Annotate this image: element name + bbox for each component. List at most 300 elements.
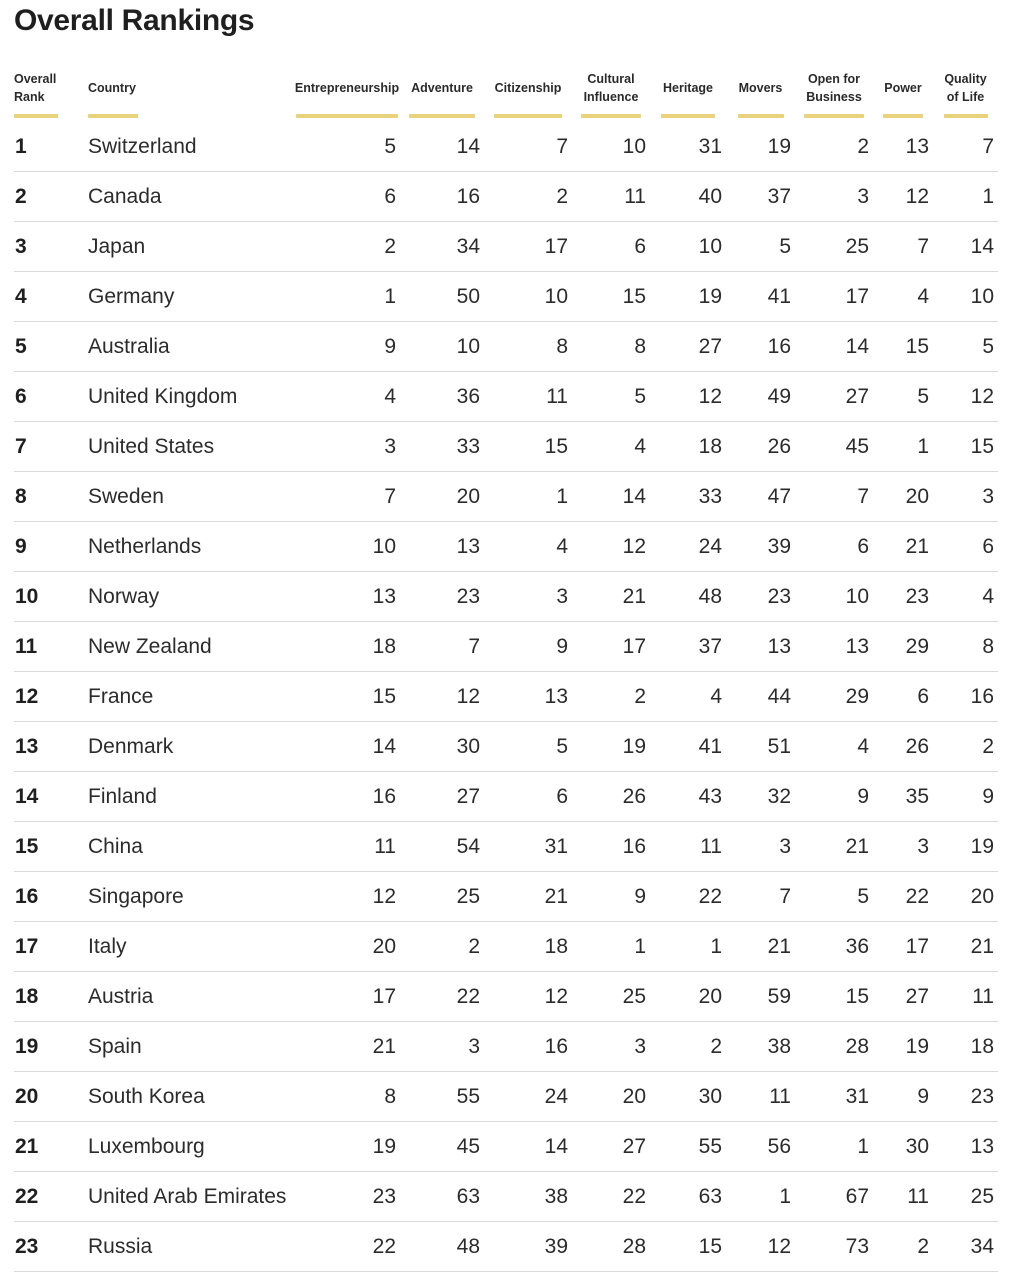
power-cell: 6 bbox=[873, 672, 933, 722]
quality-of-life-cell: 4 bbox=[933, 572, 998, 622]
heritage-cell: 24 bbox=[650, 522, 726, 572]
column-header-label: Open for Business bbox=[806, 72, 862, 104]
rank-cell: 2 bbox=[14, 172, 88, 222]
movers-cell: 21 bbox=[726, 922, 795, 972]
open-for-business-cell: 4 bbox=[795, 722, 873, 772]
cultural-influence-cell: 15 bbox=[572, 272, 650, 322]
cultural-influence-cell: 11 bbox=[572, 172, 650, 222]
entrepreneurship-cell: 14 bbox=[294, 722, 400, 772]
open-for-business-cell: 45 bbox=[795, 422, 873, 472]
adventure-cell: 48 bbox=[400, 1222, 484, 1272]
country-cell: Italy bbox=[88, 922, 294, 972]
citizenship-cell: 9 bbox=[484, 622, 572, 672]
open-for-business-cell: 14 bbox=[795, 322, 873, 372]
citizenship-cell: 14 bbox=[484, 1122, 572, 1172]
table-row bbox=[14, 1072, 998, 1122]
cultural-influence-cell: 9 bbox=[572, 872, 650, 922]
adventure-cell: 27 bbox=[400, 772, 484, 822]
heritage-cell: 11 bbox=[650, 822, 726, 872]
power-cell: 23 bbox=[873, 572, 933, 622]
citizenship-cell: 11 bbox=[484, 372, 572, 422]
adventure-cell: 34 bbox=[400, 222, 484, 272]
cultural-influence-cell: 8 bbox=[572, 322, 650, 372]
table-row bbox=[14, 672, 998, 722]
power-cell: 1 bbox=[873, 422, 933, 472]
entrepreneurship-cell: 7 bbox=[294, 472, 400, 522]
citizenship-cell: 18 bbox=[484, 922, 572, 972]
adventure-cell: 22 bbox=[400, 972, 484, 1022]
table-row bbox=[14, 172, 998, 222]
quality-of-life-cell: 1 bbox=[933, 172, 998, 222]
heritage-cell: 27 bbox=[650, 322, 726, 372]
rank-cell: 22 bbox=[14, 1172, 88, 1222]
heritage-cell: 20 bbox=[650, 972, 726, 1022]
rank-cell: 5 bbox=[14, 322, 88, 372]
cultural-influence-cell: 19 bbox=[572, 722, 650, 772]
country-cell: Denmark bbox=[88, 722, 294, 772]
rank-cell: 6 bbox=[14, 372, 88, 422]
cultural-influence-cell: 4 bbox=[572, 422, 650, 472]
country-cell: Finland bbox=[88, 772, 294, 822]
country-cell: Japan bbox=[88, 222, 294, 272]
adventure-cell: 63 bbox=[400, 1172, 484, 1222]
country-cell: Russia bbox=[88, 1222, 294, 1272]
movers-cell: 56 bbox=[726, 1122, 795, 1172]
power-cell: 27 bbox=[873, 972, 933, 1022]
rank-cell: 17 bbox=[14, 922, 88, 972]
table-row bbox=[14, 722, 998, 772]
quality-of-life-cell: 34 bbox=[933, 1222, 998, 1272]
open-for-business-cell: 27 bbox=[795, 372, 873, 422]
power-cell: 20 bbox=[873, 472, 933, 522]
column-header-label: Quality of Life bbox=[944, 72, 987, 104]
cultural-influence-cell: 2 bbox=[572, 672, 650, 722]
quality-of-life-cell: 18 bbox=[933, 1022, 998, 1072]
column-header-underline bbox=[738, 114, 784, 118]
heritage-cell: 33 bbox=[650, 472, 726, 522]
country-cell: Canada bbox=[88, 172, 294, 222]
movers-cell: 47 bbox=[726, 472, 795, 522]
entrepreneurship-cell: 4 bbox=[294, 372, 400, 422]
heritage-cell: 12 bbox=[650, 372, 726, 422]
movers-cell: 23 bbox=[726, 572, 795, 622]
country-cell: China bbox=[88, 822, 294, 872]
citizenship-cell: 3 bbox=[484, 572, 572, 622]
rank-cell: 23 bbox=[14, 1222, 88, 1272]
country-cell: Spain bbox=[88, 1022, 294, 1072]
power-cell: 12 bbox=[873, 172, 933, 222]
heritage-cell: 43 bbox=[650, 772, 726, 822]
country-cell: Austria bbox=[88, 972, 294, 1022]
cultural-influence-cell: 25 bbox=[572, 972, 650, 1022]
column-header-label: Power bbox=[884, 81, 922, 95]
power-cell: 2 bbox=[873, 1222, 933, 1272]
quality-of-life-cell: 2 bbox=[933, 722, 998, 772]
adventure-cell: 36 bbox=[400, 372, 484, 422]
movers-cell: 1 bbox=[726, 1172, 795, 1222]
entrepreneurship-cell: 21 bbox=[294, 1022, 400, 1072]
cultural-influence-cell: 16 bbox=[572, 822, 650, 872]
entrepreneurship-cell: 1 bbox=[294, 272, 400, 322]
adventure-cell: 23 bbox=[400, 572, 484, 622]
power-cell: 13 bbox=[873, 122, 933, 172]
movers-cell: 5 bbox=[726, 222, 795, 272]
column-header-label: Overall Rank bbox=[14, 72, 57, 104]
table-row bbox=[14, 322, 998, 372]
entrepreneurship-cell: 9 bbox=[294, 322, 400, 372]
open-for-business-cell: 9 bbox=[795, 772, 873, 822]
cultural-influence-cell: 10 bbox=[572, 122, 650, 172]
cultural-influence-cell: 21 bbox=[572, 572, 650, 622]
header-row bbox=[14, 58, 998, 122]
column-header-underline bbox=[494, 114, 562, 118]
citizenship-cell: 1 bbox=[484, 472, 572, 522]
column-header-citizenship bbox=[484, 58, 572, 122]
quality-of-life-cell: 7 bbox=[933, 122, 998, 172]
open-for-business-cell: 10 bbox=[795, 572, 873, 622]
column-header-label: Entrepreneurship bbox=[294, 81, 400, 95]
quality-of-life-cell: 13 bbox=[933, 1122, 998, 1172]
adventure-cell: 16 bbox=[400, 172, 484, 222]
open-for-business-cell: 13 bbox=[795, 622, 873, 672]
quality-of-life-cell: 14 bbox=[933, 222, 998, 272]
column-header-cultural-influence bbox=[572, 58, 650, 122]
table-row bbox=[14, 972, 998, 1022]
cultural-influence-cell: 20 bbox=[572, 1072, 650, 1122]
citizenship-cell: 15 bbox=[484, 422, 572, 472]
quality-of-life-cell: 23 bbox=[933, 1072, 998, 1122]
table-row bbox=[14, 922, 998, 972]
cultural-influence-cell: 22 bbox=[572, 1172, 650, 1222]
movers-cell: 38 bbox=[726, 1022, 795, 1072]
power-cell: 35 bbox=[873, 772, 933, 822]
column-header-underline bbox=[661, 114, 715, 118]
quality-of-life-cell: 8 bbox=[933, 622, 998, 672]
table-row bbox=[14, 372, 998, 422]
entrepreneurship-cell: 23 bbox=[294, 1172, 400, 1222]
column-header-movers bbox=[726, 58, 795, 122]
heritage-cell: 37 bbox=[650, 622, 726, 672]
table-row bbox=[14, 272, 998, 322]
citizenship-cell: 24 bbox=[484, 1072, 572, 1122]
power-cell: 11 bbox=[873, 1172, 933, 1222]
table-row bbox=[14, 522, 998, 572]
country-cell: France bbox=[88, 672, 294, 722]
heritage-cell: 40 bbox=[650, 172, 726, 222]
open-for-business-cell: 67 bbox=[795, 1172, 873, 1222]
movers-cell: 11 bbox=[726, 1072, 795, 1122]
citizenship-cell: 7 bbox=[484, 122, 572, 172]
rank-cell: 15 bbox=[14, 822, 88, 872]
rank-cell: 20 bbox=[14, 1072, 88, 1122]
country-cell: United Kingdom bbox=[88, 372, 294, 422]
column-header-entrepreneurship bbox=[294, 58, 400, 122]
column-header-quality-of-life bbox=[933, 58, 998, 122]
column-header-underline bbox=[883, 114, 923, 118]
page-title: Overall Rankings bbox=[14, 4, 255, 37]
heritage-cell: 4 bbox=[650, 672, 726, 722]
column-header-label: Citizenship bbox=[494, 81, 562, 95]
heritage-cell: 1 bbox=[650, 922, 726, 972]
movers-cell: 12 bbox=[726, 1222, 795, 1272]
column-header-label: Heritage bbox=[662, 81, 714, 95]
rank-cell: 7 bbox=[14, 422, 88, 472]
table-row bbox=[14, 822, 998, 872]
power-cell: 17 bbox=[873, 922, 933, 972]
citizenship-cell: 5 bbox=[484, 722, 572, 772]
movers-cell: 32 bbox=[726, 772, 795, 822]
movers-cell: 7 bbox=[726, 872, 795, 922]
power-cell: 29 bbox=[873, 622, 933, 672]
heritage-cell: 55 bbox=[650, 1122, 726, 1172]
quality-of-life-cell: 19 bbox=[933, 822, 998, 872]
open-for-business-cell: 6 bbox=[795, 522, 873, 572]
power-cell: 26 bbox=[873, 722, 933, 772]
movers-cell: 51 bbox=[726, 722, 795, 772]
country-cell: Australia bbox=[88, 322, 294, 372]
movers-cell: 49 bbox=[726, 372, 795, 422]
quality-of-life-cell: 20 bbox=[933, 872, 998, 922]
citizenship-cell: 21 bbox=[484, 872, 572, 922]
entrepreneurship-cell: 3 bbox=[294, 422, 400, 472]
open-for-business-cell: 31 bbox=[795, 1072, 873, 1122]
quality-of-life-cell: 11 bbox=[933, 972, 998, 1022]
country-cell: Luxembourg bbox=[88, 1122, 294, 1172]
open-for-business-cell: 25 bbox=[795, 222, 873, 272]
quality-of-life-cell: 21 bbox=[933, 922, 998, 972]
quality-of-life-cell: 15 bbox=[933, 422, 998, 472]
column-header-underline bbox=[88, 114, 138, 118]
power-cell: 5 bbox=[873, 372, 933, 422]
cultural-influence-cell: 3 bbox=[572, 1022, 650, 1072]
open-for-business-cell: 29 bbox=[795, 672, 873, 722]
citizenship-cell: 4 bbox=[484, 522, 572, 572]
open-for-business-cell: 1 bbox=[795, 1122, 873, 1172]
adventure-cell: 50 bbox=[400, 272, 484, 322]
entrepreneurship-cell: 20 bbox=[294, 922, 400, 972]
country-cell: United Arab Emirates bbox=[88, 1172, 294, 1222]
adventure-cell: 25 bbox=[400, 872, 484, 922]
rank-cell: 3 bbox=[14, 222, 88, 272]
heritage-cell: 10 bbox=[650, 222, 726, 272]
country-cell: South Korea bbox=[88, 1072, 294, 1122]
movers-cell: 19 bbox=[726, 122, 795, 172]
adventure-cell: 10 bbox=[400, 322, 484, 372]
rank-cell: 9 bbox=[14, 522, 88, 572]
entrepreneurship-cell: 17 bbox=[294, 972, 400, 1022]
power-cell: 15 bbox=[873, 322, 933, 372]
entrepreneurship-cell: 11 bbox=[294, 822, 400, 872]
quality-of-life-cell: 6 bbox=[933, 522, 998, 572]
table-row bbox=[14, 122, 998, 172]
column-header-underline bbox=[944, 114, 988, 118]
heritage-cell: 31 bbox=[650, 122, 726, 172]
rankings-table bbox=[14, 58, 998, 1272]
power-cell: 22 bbox=[873, 872, 933, 922]
power-cell: 9 bbox=[873, 1072, 933, 1122]
quality-of-life-cell: 10 bbox=[933, 272, 998, 322]
country-cell: Germany bbox=[88, 272, 294, 322]
table-body bbox=[14, 122, 998, 1272]
citizenship-cell: 12 bbox=[484, 972, 572, 1022]
adventure-cell: 14 bbox=[400, 122, 484, 172]
power-cell: 21 bbox=[873, 522, 933, 572]
citizenship-cell: 39 bbox=[484, 1222, 572, 1272]
column-header-underline bbox=[14, 114, 58, 118]
cultural-influence-cell: 14 bbox=[572, 472, 650, 522]
power-cell: 3 bbox=[873, 822, 933, 872]
adventure-cell: 20 bbox=[400, 472, 484, 522]
column-header-underline bbox=[804, 114, 864, 118]
rank-cell: 13 bbox=[14, 722, 88, 772]
movers-cell: 3 bbox=[726, 822, 795, 872]
quality-of-life-cell: 5 bbox=[933, 322, 998, 372]
adventure-cell: 54 bbox=[400, 822, 484, 872]
citizenship-cell: 31 bbox=[484, 822, 572, 872]
rank-cell: 12 bbox=[14, 672, 88, 722]
heritage-cell: 2 bbox=[650, 1022, 726, 1072]
citizenship-cell: 2 bbox=[484, 172, 572, 222]
entrepreneurship-cell: 6 bbox=[294, 172, 400, 222]
citizenship-cell: 38 bbox=[484, 1172, 572, 1222]
entrepreneurship-cell: 10 bbox=[294, 522, 400, 572]
table-row bbox=[14, 572, 998, 622]
entrepreneurship-cell: 15 bbox=[294, 672, 400, 722]
movers-cell: 44 bbox=[726, 672, 795, 722]
power-cell: 7 bbox=[873, 222, 933, 272]
open-for-business-cell: 15 bbox=[795, 972, 873, 1022]
table-row bbox=[14, 772, 998, 822]
table-row bbox=[14, 422, 998, 472]
rank-cell: 11 bbox=[14, 622, 88, 672]
citizenship-cell: 17 bbox=[484, 222, 572, 272]
adventure-cell: 2 bbox=[400, 922, 484, 972]
citizenship-cell: 13 bbox=[484, 672, 572, 722]
quality-of-life-cell: 3 bbox=[933, 472, 998, 522]
rank-cell: 10 bbox=[14, 572, 88, 622]
quality-of-life-cell: 16 bbox=[933, 672, 998, 722]
open-for-business-cell: 5 bbox=[795, 872, 873, 922]
citizenship-cell: 10 bbox=[484, 272, 572, 322]
cultural-influence-cell: 5 bbox=[572, 372, 650, 422]
heritage-cell: 48 bbox=[650, 572, 726, 622]
cultural-influence-cell: 27 bbox=[572, 1122, 650, 1172]
rank-cell: 18 bbox=[14, 972, 88, 1022]
rank-cell: 19 bbox=[14, 1022, 88, 1072]
cultural-influence-cell: 26 bbox=[572, 772, 650, 822]
column-header-country bbox=[88, 58, 294, 122]
adventure-cell: 3 bbox=[400, 1022, 484, 1072]
heritage-cell: 30 bbox=[650, 1072, 726, 1122]
quality-of-life-cell: 9 bbox=[933, 772, 998, 822]
movers-cell: 37 bbox=[726, 172, 795, 222]
open-for-business-cell: 2 bbox=[795, 122, 873, 172]
cultural-influence-cell: 1 bbox=[572, 922, 650, 972]
country-cell: New Zealand bbox=[88, 622, 294, 672]
table-row bbox=[14, 1122, 998, 1172]
rank-cell: 8 bbox=[14, 472, 88, 522]
table-row bbox=[14, 872, 998, 922]
movers-cell: 41 bbox=[726, 272, 795, 322]
movers-cell: 13 bbox=[726, 622, 795, 672]
column-header-power bbox=[873, 58, 933, 122]
citizenship-cell: 8 bbox=[484, 322, 572, 372]
movers-cell: 16 bbox=[726, 322, 795, 372]
cultural-influence-cell: 17 bbox=[572, 622, 650, 672]
column-header-underline bbox=[581, 114, 641, 118]
open-for-business-cell: 28 bbox=[795, 1022, 873, 1072]
adventure-cell: 12 bbox=[400, 672, 484, 722]
heritage-cell: 22 bbox=[650, 872, 726, 922]
rank-cell: 4 bbox=[14, 272, 88, 322]
entrepreneurship-cell: 22 bbox=[294, 1222, 400, 1272]
country-cell: Switzerland bbox=[88, 122, 294, 172]
heritage-cell: 15 bbox=[650, 1222, 726, 1272]
country-cell: Norway bbox=[88, 572, 294, 622]
adventure-cell: 30 bbox=[400, 722, 484, 772]
movers-cell: 39 bbox=[726, 522, 795, 572]
rank-cell: 1 bbox=[14, 122, 88, 172]
entrepreneurship-cell: 18 bbox=[294, 622, 400, 672]
open-for-business-cell: 7 bbox=[795, 472, 873, 522]
column-header-underline bbox=[296, 114, 398, 118]
movers-cell: 59 bbox=[726, 972, 795, 1022]
cultural-influence-cell: 12 bbox=[572, 522, 650, 572]
table-row bbox=[14, 622, 998, 672]
entrepreneurship-cell: 2 bbox=[294, 222, 400, 272]
entrepreneurship-cell: 8 bbox=[294, 1072, 400, 1122]
open-for-business-cell: 36 bbox=[795, 922, 873, 972]
column-header-underline bbox=[409, 114, 475, 118]
column-header-heritage bbox=[650, 58, 726, 122]
entrepreneurship-cell: 13 bbox=[294, 572, 400, 622]
heritage-cell: 18 bbox=[650, 422, 726, 472]
power-cell: 19 bbox=[873, 1022, 933, 1072]
entrepreneurship-cell: 16 bbox=[294, 772, 400, 822]
column-header-adventure bbox=[400, 58, 484, 122]
entrepreneurship-cell: 12 bbox=[294, 872, 400, 922]
country-cell: Sweden bbox=[88, 472, 294, 522]
country-cell: Netherlands bbox=[88, 522, 294, 572]
rank-cell: 14 bbox=[14, 772, 88, 822]
cultural-influence-cell: 6 bbox=[572, 222, 650, 272]
open-for-business-cell: 3 bbox=[795, 172, 873, 222]
table-row bbox=[14, 1222, 998, 1272]
open-for-business-cell: 73 bbox=[795, 1222, 873, 1272]
column-header-label: Country bbox=[88, 81, 136, 95]
open-for-business-cell: 21 bbox=[795, 822, 873, 872]
open-for-business-cell: 17 bbox=[795, 272, 873, 322]
entrepreneurship-cell: 19 bbox=[294, 1122, 400, 1172]
column-header-label: Cultural Influence bbox=[583, 72, 639, 104]
adventure-cell: 33 bbox=[400, 422, 484, 472]
power-cell: 30 bbox=[873, 1122, 933, 1172]
country-cell: Singapore bbox=[88, 872, 294, 922]
column-header-overall-rank bbox=[14, 58, 88, 122]
table-row bbox=[14, 1172, 998, 1222]
column-header-open-for-business bbox=[795, 58, 873, 122]
heritage-cell: 41 bbox=[650, 722, 726, 772]
power-cell: 4 bbox=[873, 272, 933, 322]
column-header-label: Movers bbox=[738, 81, 783, 95]
entrepreneurship-cell: 5 bbox=[294, 122, 400, 172]
country-cell: United States bbox=[88, 422, 294, 472]
citizenship-cell: 16 bbox=[484, 1022, 572, 1072]
table-row bbox=[14, 1022, 998, 1072]
quality-of-life-cell: 25 bbox=[933, 1172, 998, 1222]
rank-cell: 16 bbox=[14, 872, 88, 922]
table-row bbox=[14, 472, 998, 522]
